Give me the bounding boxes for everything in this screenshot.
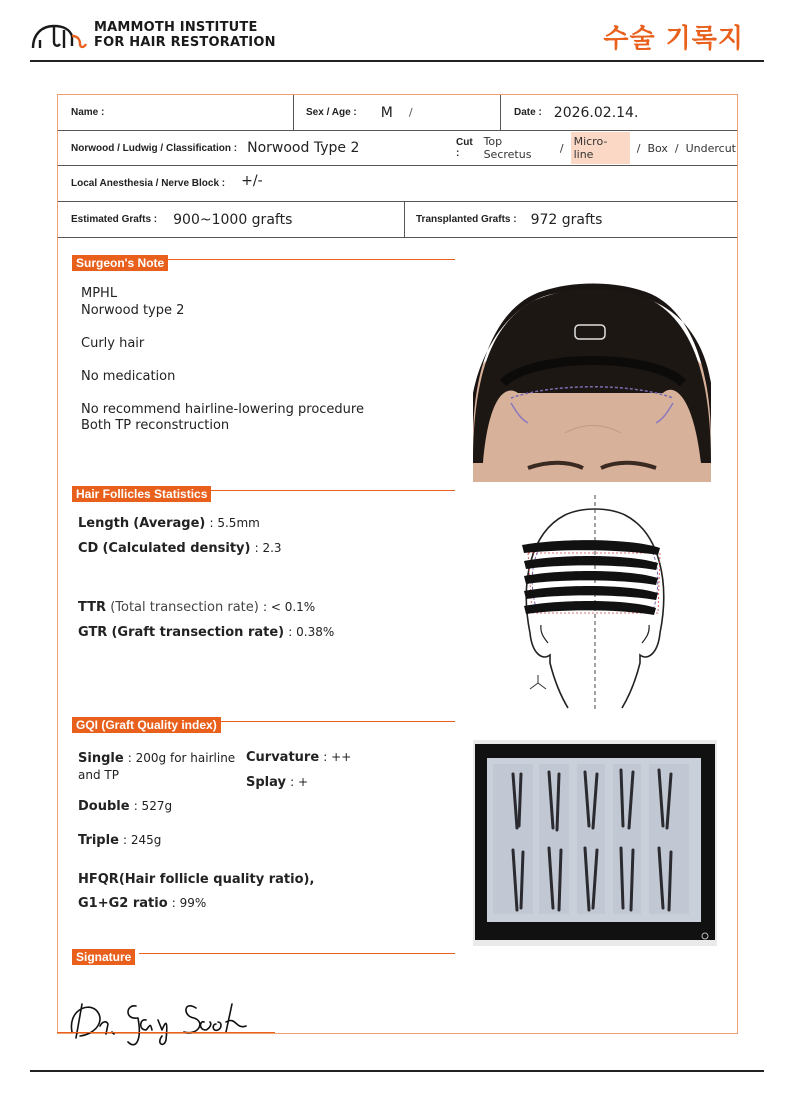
anesthesia-label: Local Anesthesia / Nerve Block : [71, 178, 226, 189]
row-grafts [58, 202, 737, 238]
single-value: : 200g for hairline [127, 751, 236, 765]
hfqr-label: HFQR(Hair follicle quality ratio), [78, 872, 315, 887]
follicle-stats-title: Hair Follicles Statistics [72, 486, 211, 502]
g1g2-value: : 99% [171, 896, 207, 910]
triple-value: : 245g [123, 833, 162, 847]
sex-field[interactable]: M [380, 104, 393, 121]
cut-option-box[interactable]: Box [647, 141, 668, 155]
g1g2-label: G1+G2 ratio [78, 896, 168, 911]
cut-label: Cut : [456, 137, 473, 159]
signature-header [72, 946, 135, 962]
estimated-grafts-field[interactable]: 900~1000 grafts [173, 211, 293, 228]
gtr-label: GTR [78, 625, 108, 640]
length-stat [78, 516, 260, 531]
age-separator: / [408, 106, 413, 119]
surgeons-note-title: Surgeon's Note [72, 255, 168, 271]
institute-logo [30, 18, 280, 54]
cd-value: : 2.3 [254, 541, 282, 555]
note-line: No recommend hairline-lowering procedure [81, 401, 364, 417]
row-anesthesia [58, 166, 737, 202]
gtr-paren: (Graft transection rate) [111, 625, 285, 640]
gqi-title: GQI (Graft Quality index) [72, 717, 221, 733]
header-divider [30, 60, 764, 62]
signature-underline [57, 1032, 275, 1033]
signature-handwriting [66, 990, 276, 1050]
gtr-value: : 0.38% [288, 625, 335, 639]
note-line: Both TP reconstruction [81, 418, 230, 433]
gqi-header [72, 714, 221, 730]
cut-option-undercut[interactable]: Undercut [685, 141, 736, 155]
splay-label: Splay [246, 775, 286, 790]
curvature-value: : ++ [323, 750, 352, 764]
transplanted-grafts-field[interactable]: 972 grafts [530, 211, 603, 228]
single-label: Single [78, 751, 124, 766]
double-stat [78, 799, 172, 814]
footer-divider [30, 1070, 764, 1072]
length-value: : 5.5mm [209, 516, 260, 530]
date-label: Date : [514, 107, 542, 118]
follicle-stats-header [72, 483, 211, 499]
splay-stat [246, 775, 308, 790]
transplanted-grafts-label: Transplanted Grafts : [416, 214, 517, 225]
curvature-stat [246, 750, 351, 765]
single-value-2: and TP [78, 768, 119, 782]
logo-line-1: MAMMOTH INSTITUTE [94, 20, 258, 35]
single-stat [78, 750, 243, 784]
anesthesia-field[interactable]: +/- [241, 172, 263, 189]
head-diagram [510, 493, 680, 713]
classification-field[interactable]: Norwood Type 2 [247, 140, 360, 156]
surgeons-note-text [81, 286, 364, 435]
sex-age-label: Sex / Age : [306, 107, 357, 118]
surgeons-note-header [72, 252, 168, 268]
form-title: 수술 기록지 [603, 24, 744, 54]
curvature-label: Curvature [246, 750, 320, 765]
date-field[interactable]: 2026.02.14. [553, 104, 639, 121]
cut-options: Cut : Top Secretus / Micro-line / Box / Undercut [456, 131, 736, 165]
gtr-stat [78, 625, 334, 640]
double-value: : 527g [133, 799, 173, 813]
estimated-grafts-label: Estimated Grafts : [71, 214, 158, 225]
cut-option-micro-line[interactable]: Micro-line [571, 132, 630, 164]
ttr-label: TTR [78, 600, 107, 615]
triple-label: Triple [78, 833, 119, 848]
classification-label: Norwood / Ludwig / Classification : [71, 142, 238, 154]
ttr-stat [78, 600, 315, 615]
length-label: Length [78, 516, 130, 531]
length-paren: (Average) [133, 516, 206, 531]
ttr-paren: (Total transection rate) [110, 600, 259, 615]
splay-value: : + [290, 775, 309, 789]
note-line: Norwood type 2 [81, 302, 185, 318]
cut-option-top-secretus[interactable]: Top Secretus [483, 135, 532, 161]
row-name-sex-date [58, 95, 737, 131]
graft-microscope-photo [473, 740, 717, 946]
hfqr-stat [78, 872, 314, 887]
note-line: Curly hair [81, 335, 145, 351]
double-label: Double [78, 799, 130, 814]
cd-stat [78, 541, 282, 556]
note-line: No medication [81, 368, 176, 384]
mammoth-logo-icon [30, 20, 92, 52]
g1g2-stat [78, 896, 206, 911]
cd-paren: (Calculated density) [102, 541, 251, 556]
hairline-photo [473, 263, 711, 482]
name-label: Name : [71, 107, 105, 118]
signature-icon [66, 990, 276, 1050]
cd-label: CD [78, 541, 99, 556]
ttr-value: : < 0.1% [262, 600, 316, 614]
triple-stat [78, 833, 161, 848]
logo-line-2: FOR HAIR RESTORATION [94, 35, 276, 50]
signature-title: Signature [72, 949, 135, 965]
note-line: MPHL [81, 286, 118, 301]
row-classification-cut [58, 131, 737, 166]
